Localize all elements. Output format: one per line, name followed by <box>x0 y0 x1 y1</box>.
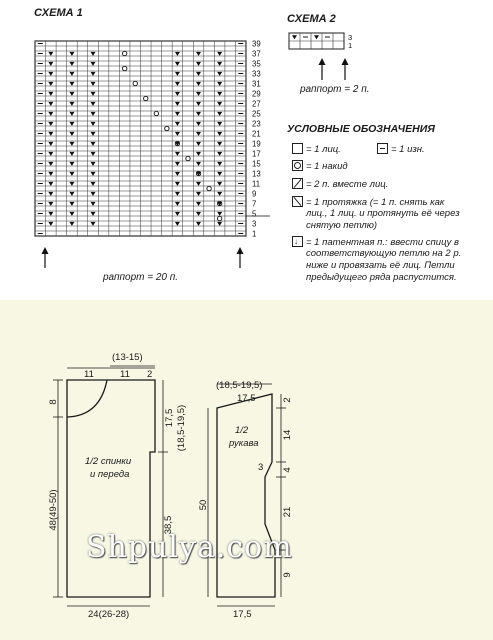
legend-knit-text: = 1 лиц. <box>306 144 341 155</box>
scheme1-row-label: 33 <box>252 69 261 79</box>
sleeve-top-width: 17,5 <box>237 393 256 404</box>
scheme2-repeat-label: раппорт = 2 п. <box>300 84 370 95</box>
legend-patent-line2: соответствующую петлю на 2 р. <box>306 248 462 259</box>
scheme2-row-label: 3 <box>348 33 353 42</box>
scheme2-title: СХЕМА 2 <box>287 13 336 25</box>
sleeve-right-4: 4 <box>282 467 293 473</box>
scheme1-repeat-label: раппорт = 20 п. <box>103 272 179 283</box>
body-top-left: 11 <box>84 369 94 380</box>
scheme1-row-label: 37 <box>252 49 261 59</box>
body-top-right: 2 <box>147 369 153 380</box>
body-top-mid: 11 <box>120 369 130 380</box>
scheme1-row-label: 35 <box>252 59 261 69</box>
scheme1-row-label: 7 <box>252 199 257 209</box>
body-right-armhole: 17,5 <box>164 408 175 428</box>
scheme1-title: СХЕМА 1 <box>34 7 83 19</box>
legend-k2tog-text: = 2 п. вместе лиц. <box>306 179 389 190</box>
sleeve-right-21: 21 <box>282 506 293 518</box>
legend-purl-text: = 1 изн. <box>391 144 425 155</box>
scheme1-row-label: 29 <box>252 89 261 99</box>
sleeve-right-3: 3 <box>258 462 264 473</box>
legend-ssk-line2: лиц., 1 лиц. и протянуть её через <box>306 208 460 219</box>
sleeve-top-label: (18,5-19,5) <box>216 380 263 391</box>
scheme1-row-label: 3 <box>252 219 257 229</box>
sleeve-right-9: 9 <box>282 572 293 578</box>
body-caption-2: и переда <box>90 469 130 480</box>
scheme1-row-label: 5 <box>252 209 257 219</box>
legend-patent-line4: предыдущего ряда распустится. <box>306 272 457 283</box>
watermark: Shpulya.com <box>86 530 293 565</box>
sleeve-left-height: 50 <box>198 499 209 511</box>
body-neckline <box>67 380 107 417</box>
legend-ssk-line3: снятую петлю) <box>306 220 378 231</box>
scheme1-row-label: 23 <box>252 119 261 129</box>
legend-yo-text: = 1 накид <box>306 161 348 172</box>
sleeve-caption-1: 1/2 <box>235 425 249 436</box>
scheme1-row-label: 17 <box>252 149 261 159</box>
legend-patent-line1: = 1 патентная п.: ввести спицу в <box>306 237 459 248</box>
scheme1-row-label: 39 <box>252 39 261 49</box>
scheme1-row-label: 11 <box>252 179 261 189</box>
body-bottom: 24(26-28) <box>88 609 130 620</box>
sleeve-caption-2: рукава <box>229 438 259 449</box>
scheme1-row-label: 31 <box>252 79 261 89</box>
scheme1-row-label: 25 <box>252 109 261 119</box>
scheme1-row-label: 13 <box>252 169 261 179</box>
body-right-side: 38,5 <box>163 515 174 535</box>
body-left-total: 48(49-50) <box>48 489 59 531</box>
patent-stitch-icon: ↓ <box>292 236 303 247</box>
body-right-armhole-alt: (18,5-19,5) <box>176 404 187 452</box>
scheme1-row-label: 21 <box>252 129 261 139</box>
sleeve-right-14: 14 <box>282 429 293 441</box>
scheme1-row-label: 9 <box>252 189 257 199</box>
legend-ssk-line1: = 1 протяжка (= 1 п. снять как <box>306 197 445 208</box>
scheme1-row-label: 19 <box>252 139 261 149</box>
body-left-neck: 8 <box>48 399 59 405</box>
scheme1-row-label: 27 <box>252 99 261 109</box>
scheme1-row-label: 15 <box>252 159 261 169</box>
legend-patent-line3: ниже и провязать её лиц. Петли <box>306 260 455 271</box>
legend-title: УСЛОВНЫЕ ОБОЗНАЧЕНИЯ <box>287 123 435 135</box>
body-top-label: (13-15) <box>112 352 143 363</box>
body-caption-1: 1/2 спинки <box>85 456 132 467</box>
sleeve-right-2: 2 <box>282 397 293 403</box>
scheme1-row-label: 1 <box>252 229 257 239</box>
scheme2-row-label: 1 <box>348 41 353 50</box>
sleeve-bottom-width: 17,5 <box>233 609 252 620</box>
